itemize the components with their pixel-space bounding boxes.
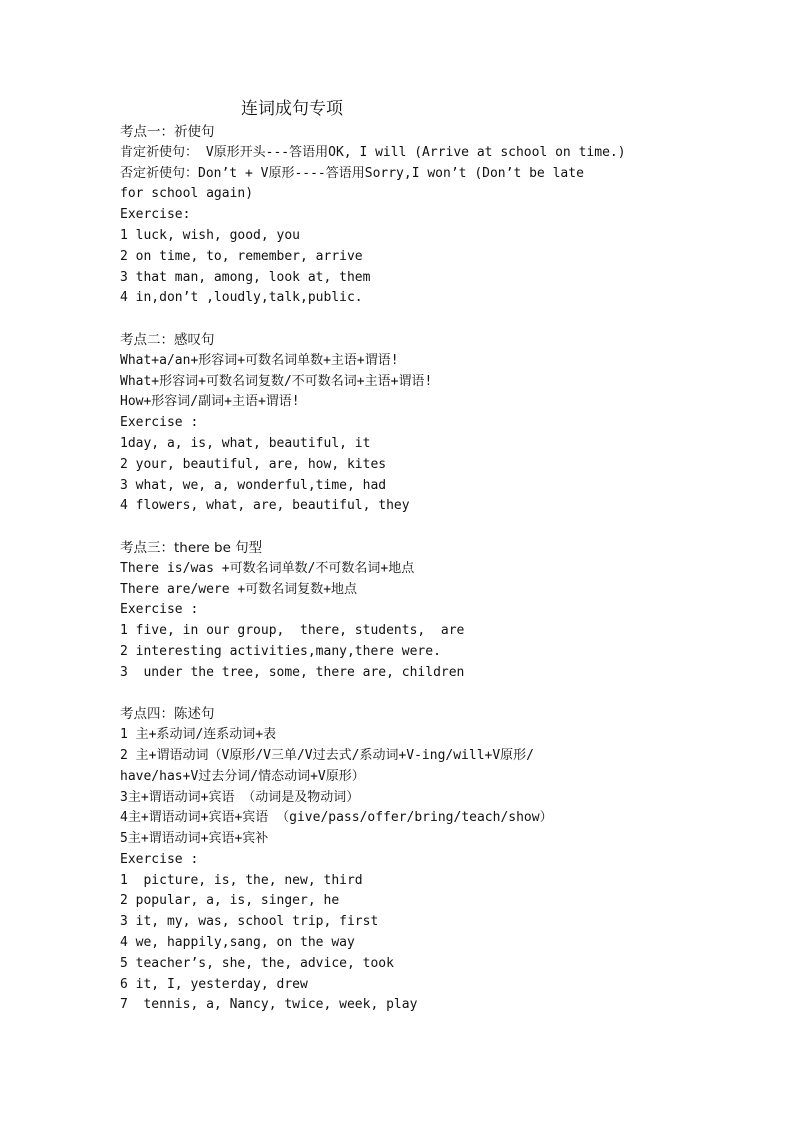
exercise-item: 3 it, my, was, school trip, first [120, 914, 379, 930]
exercise-item: 2 on time, to, remember, arrive [120, 248, 363, 264]
exercise-item: 1day, a, is, what, beautiful, it [120, 435, 371, 451]
exercise-item: 2 popular, a, is, singer, he [120, 893, 340, 909]
rule-line: 3主+谓语动词+宾语 （动词是及物动词） [120, 789, 360, 805]
rule-line: How+形容词/副词+主语+谓语! [120, 394, 300, 410]
section-heading: 考点一：祈使句 [120, 124, 215, 140]
exercise-label: Exercise : [120, 415, 199, 431]
exercise-item: 4 in,don’t ,loudly,talk,public. [120, 290, 363, 306]
exercise-item: 2 your, beautiful, are, how, kites [120, 456, 387, 472]
rule-line: 1 主+系动词/连系动词+表 [120, 727, 277, 743]
rule-line: 2 主+谓语动词（V原形/V三单/V过去式/系动词+V-ing/will+V原形/ [120, 747, 535, 763]
rule-line: What+a/an+形容词+可数名词单数+主语+谓语! [120, 352, 399, 368]
section-declarative [120, 704, 760, 1016]
exercise-label: Exercise: [120, 207, 191, 223]
rule-line: 否定祈使句：Don’t + V原形----答语用Sorry,I won’t (Don’t be late [120, 165, 584, 181]
exercise-item: 6 it, I, yesterday, drew [120, 976, 308, 992]
exercise-item: 5 teacher’s, she, the, advice, took [120, 955, 394, 971]
rule-line: There are/were +可数名词复数+地点 [120, 581, 358, 597]
rule-line: for school again) [120, 186, 254, 202]
rule-line: There is/was +可数名词单数/不可数名词+地点 [120, 560, 415, 576]
exercise-item: 3 under the tree, some, there are, children [120, 664, 465, 680]
section-heading: 考点二：感叹句 [120, 331, 215, 348]
section-there-be [120, 538, 760, 684]
exercise-label: Exercise : [120, 851, 199, 867]
exercise-item: 3 what, we, a, wonderful,time, had [120, 477, 387, 493]
section-imperative [120, 122, 760, 309]
rule-line: have/has+V过去分词/情态动词+V原形） [120, 768, 365, 784]
exercise-item: 1 five, in our group, there, students, are [120, 623, 465, 639]
rule-line: 4主+谓语动词+宾语+宾语 （give/pass/offer/bring/teach/show） [120, 810, 553, 826]
section-exclamatory [120, 330, 760, 517]
section-gap [120, 684, 760, 705]
section-gap [120, 309, 760, 330]
document-body [120, 122, 760, 1016]
exercise-item: 7 tennis, a, Nancy, twice, week, play [120, 997, 418, 1013]
rule-line: What+形容词+可数名词复数/不可数名词+主语+谓语! [120, 373, 433, 389]
exercise-item: 1 picture, is, the, new, third [120, 872, 363, 888]
section-heading: 考点四：陈述句 [120, 706, 215, 723]
exercise-item: 4 we, happily,sang, on the way [120, 935, 355, 951]
rule-line: 肯定祈使句： V原形开头---答语用OK, I will (Arrive at school on time.) [120, 144, 626, 160]
exercise-item: 2 interesting activities,many,there were. [120, 643, 441, 659]
exercise-item: 3 that man, among, look at, them [120, 269, 371, 285]
section-gap [120, 517, 760, 538]
exercise-item: 1 luck, wish, good, you [120, 227, 301, 243]
document-title: 连词成句专项 [241, 99, 343, 119]
section-heading: 考点三：there be 句型 [120, 539, 263, 556]
exercise-item: 4 flowers, what, are, beautiful, they [120, 498, 410, 514]
exercise-label: Exercise : [120, 602, 199, 618]
rule-line: 5主+谓语动词+宾语+宾补 [120, 831, 269, 847]
